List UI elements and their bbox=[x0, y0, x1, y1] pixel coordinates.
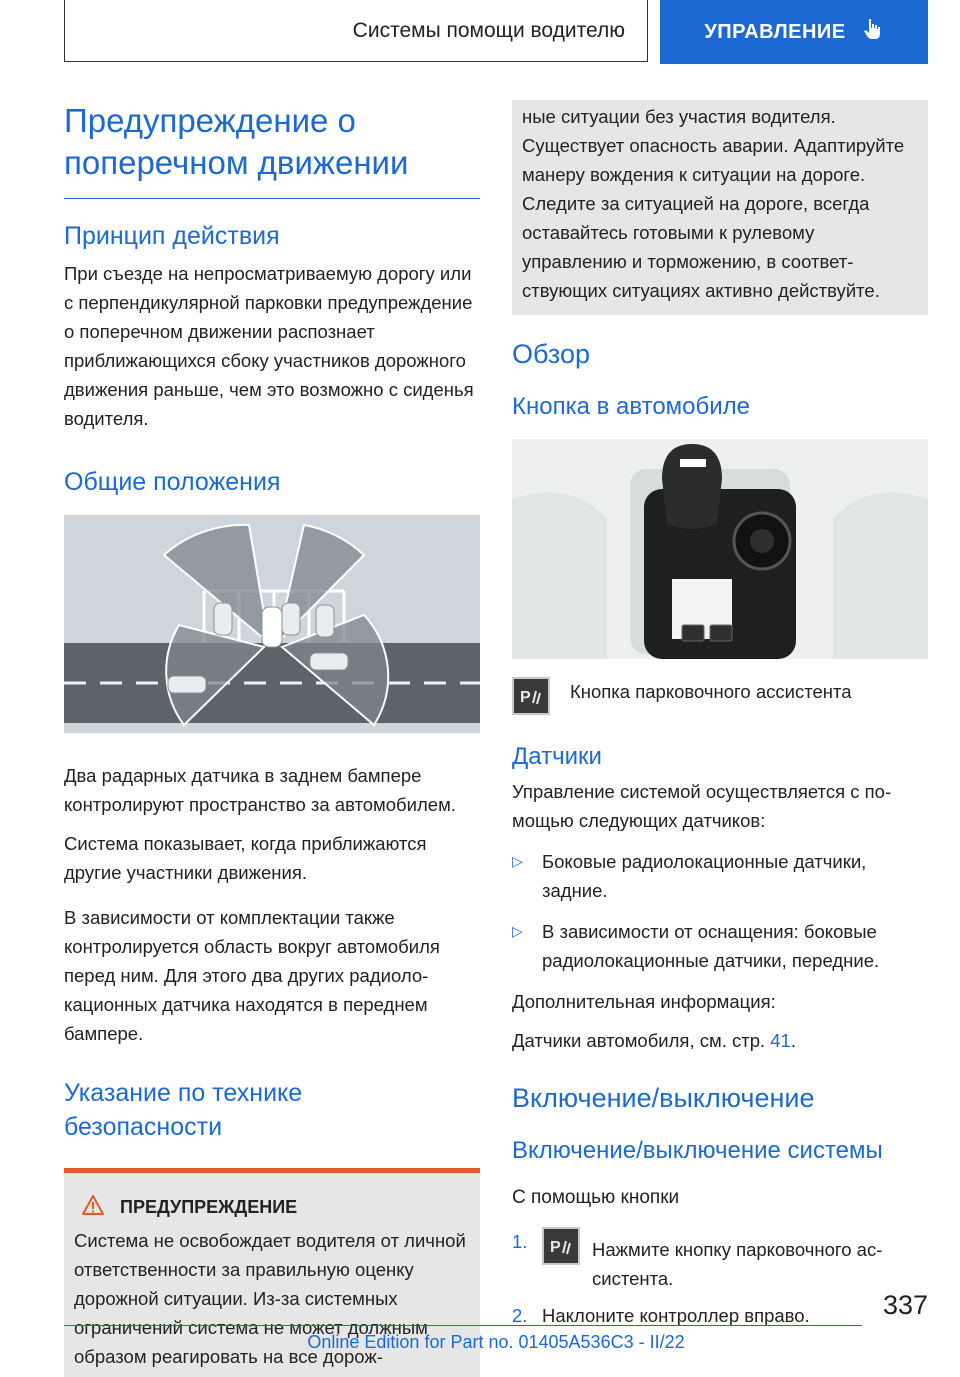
step-item bbox=[512, 1227, 928, 1293]
radar-illustration bbox=[64, 515, 480, 733]
svg-text:P: P bbox=[550, 1239, 561, 1256]
overview-heading: Обзор bbox=[512, 339, 590, 369]
warning-triangle-icon bbox=[82, 1195, 104, 1220]
step-text: Нажмите кнопку парковочного ассистента. bbox=[592, 1239, 883, 1289]
method-heading: С помощью кнопки bbox=[512, 1187, 680, 1208]
button-caption: Кнопка парковочного ассистента bbox=[570, 681, 852, 702]
footer-rule bbox=[64, 1325, 862, 1326]
warning-box-continued bbox=[512, 100, 928, 315]
general-heading: Общие положения bbox=[64, 468, 281, 496]
onoff-heading: Включение/выключение bbox=[512, 1083, 815, 1113]
main-title: Предупреждение о поперечном движении bbox=[64, 102, 409, 181]
page-number: 337 bbox=[882, 1290, 928, 1320]
hand-pointer-icon bbox=[862, 17, 884, 47]
park-assist-button-icon bbox=[542, 1227, 580, 1265]
sensor-item bbox=[512, 847, 928, 905]
step-text: Наклоните контроллер вправо. bbox=[542, 1305, 810, 1326]
sensor-item bbox=[512, 917, 928, 975]
sensor-item-text: В зависимости от оснащения: боковые радиолокационные датчики, передние. bbox=[542, 921, 880, 971]
warning-title: ПРЕДУПРЕЖДЕНИЕ bbox=[120, 1197, 298, 1217]
park-assist-button-icon bbox=[512, 677, 550, 715]
bullet-triangle-icon: ▷ bbox=[512, 853, 523, 869]
footer-edition: Online Edition for Part no. 01405A536C3 - II/22 bbox=[307, 1332, 685, 1352]
reference-text: Датчики автомобиля, см. стр. bbox=[512, 1030, 771, 1051]
sensor-item-text: Боковые радиолокационные датчики, задние. bbox=[542, 851, 867, 901]
sensors-heading: Датчики bbox=[512, 743, 602, 770]
step-number: 2. bbox=[512, 1305, 528, 1326]
more-info: Дополнительная информация: bbox=[512, 991, 776, 1012]
reference-end: . bbox=[790, 1030, 796, 1051]
svg-text:P: P bbox=[520, 689, 531, 706]
general-p1: Два радарных датчика в заднем бампере контролируют пространство за автомобилем. bbox=[64, 765, 456, 815]
button-heading: Кнопка в автомобиле bbox=[512, 393, 751, 420]
title-rule bbox=[64, 198, 480, 199]
principle-text: При съезде на непросматриваемую дорогу или с перпендикулярной парковки предупреждение о поперечном движении распознает приближающихся сбоку участников дорожного движения раньше, чем это возможно с сиденья водителя. bbox=[64, 263, 474, 429]
right-column bbox=[512, 100, 928, 1330]
button-caption-row bbox=[512, 677, 928, 715]
general-p3: В зависимости от комплектации также контролируется область вокруг автомобиля перед ним. Для этого два других радиолокационных датчика находятся в переднем бампере. bbox=[64, 907, 440, 1044]
warning-text-continued: ные ситуации без участия водителя. Существует опасность аварии. Адаптируйте манеру вождения к ситуации на дороге. Следите за ситуацией на дороге, всегда оставайтесь готовыми к рулевому управлению и торможению, в соответствующих ситуациях активно действуйте. bbox=[522, 106, 905, 301]
sensor-reference bbox=[512, 1026, 928, 1055]
left-column bbox=[64, 100, 480, 1377]
safety-heading: Указание по технике безопасности bbox=[64, 1079, 303, 1141]
step-number: 1. bbox=[512, 1231, 528, 1252]
sensors-intro: Управление системой осуществляется с помощью следующих датчиков: bbox=[512, 781, 892, 831]
page-header bbox=[64, 0, 928, 64]
chapter-title: УПРАВЛЕНИЕ bbox=[704, 20, 846, 43]
warning-text: Система не освобождает водителя от личной ответственности за правильную оценку дорожной ситуации. Из-за системных ограничений система не может должным образом реагировать на все дорож- bbox=[74, 1230, 466, 1367]
section-title: Системы помощи водителю bbox=[64, 0, 648, 62]
bullet-triangle-icon: ▷ bbox=[512, 923, 523, 939]
reference-page-link[interactable]: 41 bbox=[770, 1030, 791, 1051]
principle-heading: Принцип действия bbox=[64, 222, 280, 250]
general-p2: Система показывает, когда приближаются другие участники движения. bbox=[64, 833, 427, 883]
onoff-sub-heading: Включение/выключение системы bbox=[512, 1137, 883, 1164]
console-photo bbox=[512, 439, 928, 659]
chapter-tab[interactable] bbox=[660, 0, 928, 64]
warning-title-row bbox=[74, 1195, 470, 1220]
step-body bbox=[542, 1227, 908, 1293]
